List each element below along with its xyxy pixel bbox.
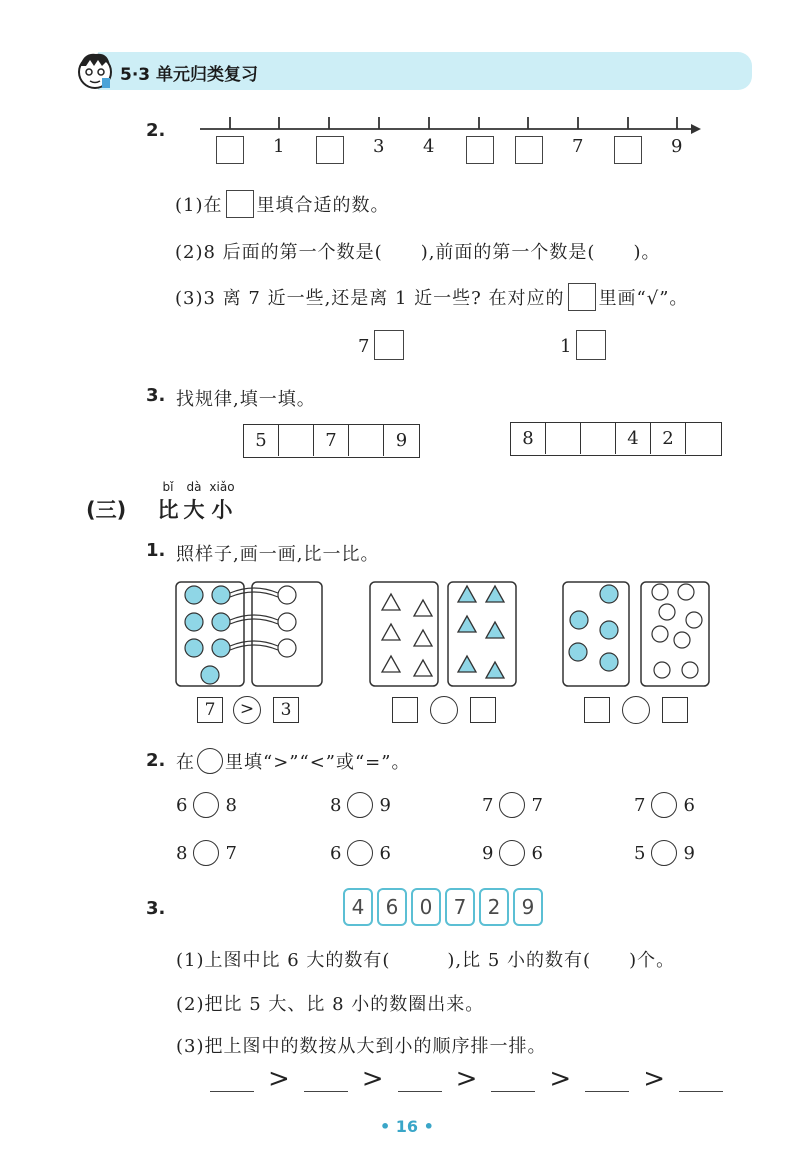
q2-sub3: [175, 283, 688, 311]
s3-q3-sub1: (1)上图中比 6 大的数有( ),比 5 小的数有( )个。: [176, 950, 676, 971]
order-blank[interactable]: [304, 1069, 348, 1092]
numberline-label-1: 1: [273, 136, 285, 157]
number-tile: 2: [479, 888, 509, 926]
number-tile: 7: [445, 888, 475, 926]
sample-circle: [197, 748, 223, 774]
section-title-char: 比: [157, 498, 179, 522]
s3-q1-number: 1.: [146, 540, 166, 561]
pair-left: 7: [482, 794, 494, 816]
order-blank[interactable]: [210, 1069, 254, 1092]
sample-box: [226, 190, 254, 218]
answer-circle-3[interactable]: [622, 696, 650, 724]
numberline-box-8[interactable]: [614, 136, 642, 164]
page-number: • 16 •: [380, 1117, 434, 1136]
example-left-number: 7: [197, 697, 223, 723]
answer-box-2-right[interactable]: [470, 697, 496, 723]
number-tile: 4: [343, 888, 373, 926]
compare-pair: [176, 840, 237, 866]
compare-pair: [482, 840, 543, 866]
s3-q3-number: 3.: [146, 898, 166, 919]
q2-number: 2.: [146, 120, 166, 141]
pair-right: 7: [531, 794, 543, 816]
sample-box: [568, 283, 596, 311]
answer-circle-2[interactable]: [430, 696, 458, 724]
numberline-label-9: 9: [671, 136, 683, 157]
seq-a-cell: 5: [244, 425, 279, 456]
numberline-box-5[interactable]: [466, 136, 494, 164]
pair-left: 8: [176, 842, 188, 864]
option-7-box[interactable]: [374, 330, 404, 360]
numberline-label-4: 4: [423, 136, 435, 157]
s3-q2-title-after: 里填“>”“<”或“=”。: [225, 752, 411, 773]
compare-circle[interactable]: [499, 792, 525, 818]
sequence-b: [510, 422, 722, 456]
seq-b-cell: 4: [616, 423, 651, 454]
q3-number: 3.: [146, 385, 166, 406]
numberline-box-0[interactable]: [216, 136, 244, 164]
s3-q2-title-before: 在: [176, 752, 195, 773]
gt-symbol: >: [361, 1064, 384, 1094]
seq-b-blank[interactable]: [546, 423, 581, 454]
section-title-char: 小: [211, 498, 233, 522]
numberline-box-2[interactable]: [316, 136, 344, 164]
example-right-number: 3: [273, 697, 299, 723]
compare-circle[interactable]: [651, 792, 677, 818]
pair-left: 5: [634, 842, 646, 864]
gt-symbol: >: [455, 1064, 478, 1094]
example-symbol: >: [233, 696, 261, 724]
pinyin-bi: bǐ: [162, 480, 174, 494]
compare-circle[interactable]: [347, 840, 373, 866]
pair-right: 6: [531, 842, 543, 864]
q2-sub1: [175, 190, 390, 218]
option-1-label: 1: [560, 336, 573, 357]
compare-circle[interactable]: [193, 840, 219, 866]
number-tile: 9: [513, 888, 543, 926]
compare-pair: [330, 840, 391, 866]
seq-b-cell: 8: [511, 423, 546, 454]
pair-right: 7: [225, 842, 237, 864]
order-blank[interactable]: [679, 1069, 723, 1092]
pinyin-da: dà: [186, 480, 202, 494]
s3-q3-sub2: (2)把比 5 大、比 8 小的数圈出来。: [176, 994, 485, 1015]
s3-q3-sub3: (3)把上图中的数按从大到小的顺序排一排。: [176, 1036, 547, 1057]
ordering-row: [210, 1066, 723, 1092]
compare-circle[interactable]: [347, 792, 373, 818]
compare-circle[interactable]: [499, 840, 525, 866]
seq-a-blank[interactable]: [349, 425, 384, 456]
gt-symbol: >: [268, 1064, 290, 1094]
seq-b-blank[interactable]: [686, 423, 721, 454]
number-tiles: [343, 888, 543, 926]
s3-q2-number: 2.: [146, 750, 166, 771]
compare-pair: [482, 792, 543, 818]
number-tile: 6: [377, 888, 407, 926]
pair-left: 6: [330, 842, 342, 864]
option-1-box[interactable]: [576, 330, 606, 360]
compare-circle[interactable]: [651, 840, 677, 866]
numberline-label-7: 7: [572, 136, 584, 157]
seq-b-blank[interactable]: [581, 423, 616, 454]
numberline-box-6[interactable]: [515, 136, 543, 164]
seq-a-blank[interactable]: [279, 425, 314, 456]
s3-q2-title: [176, 748, 410, 774]
compare-pair: [634, 840, 695, 866]
number-tile: 0: [411, 888, 441, 926]
order-blank[interactable]: [491, 1069, 535, 1092]
q2-sub1-after: 里填合适的数。: [256, 195, 390, 216]
seq-a-cell: 9: [395, 430, 408, 451]
section-label: (三): [86, 498, 127, 522]
pair-right: 8: [225, 794, 237, 816]
sequence-a: [243, 424, 420, 458]
pair-right: 9: [379, 794, 391, 816]
compare-circle[interactable]: [193, 792, 219, 818]
pair-left: 7: [634, 794, 646, 816]
q2-sub3-before: (3)3 离 7 近一些,还是离 1 近一些? 在对应的: [175, 288, 565, 309]
seq-b-cell: 2: [651, 423, 686, 454]
q2-sub2: (2)8 后面的第一个数是( ),前面的第一个数是( )。: [175, 242, 661, 263]
compare-pair: [330, 792, 391, 818]
compare-pair: [634, 792, 695, 818]
numberline-label-3: 3: [373, 136, 385, 157]
card-left-3: [563, 582, 629, 686]
answer-box-2-left[interactable]: [392, 697, 418, 723]
answer-box-3-right[interactable]: [662, 697, 688, 723]
pair-right: 6: [683, 794, 695, 816]
pair-left: 6: [176, 794, 188, 816]
pair-right: 9: [683, 842, 695, 864]
order-blank[interactable]: [398, 1069, 442, 1092]
pair-left: 9: [482, 842, 494, 864]
pair-left: 8: [330, 794, 342, 816]
option-7-label: 7: [358, 336, 371, 357]
gt-symbol: >: [643, 1064, 665, 1094]
q3-title: 找规律,填一填。: [176, 389, 316, 410]
pair-right: 6: [379, 842, 391, 864]
header-title: 5·3 单元归类复习: [120, 65, 259, 85]
order-blank[interactable]: [585, 1069, 629, 1092]
compare-pair: [176, 792, 237, 818]
cartoon-boy-icon: [72, 48, 118, 94]
gt-symbol: >: [549, 1064, 572, 1094]
section-title-char: 大: [183, 498, 205, 522]
q2-sub1-before: (1)在: [175, 195, 223, 216]
pinyin-xiao: xiǎo: [209, 480, 235, 494]
s3-q1-title: 照样子,画一画,比一比。: [176, 544, 380, 565]
card-right-3: [641, 582, 709, 686]
answer-box-3-left[interactable]: [584, 697, 610, 723]
seq-a-cell: 7: [314, 425, 349, 456]
comparison-pictures: [172, 578, 712, 690]
q2-sub3-after: 里画“√”。: [598, 288, 689, 309]
